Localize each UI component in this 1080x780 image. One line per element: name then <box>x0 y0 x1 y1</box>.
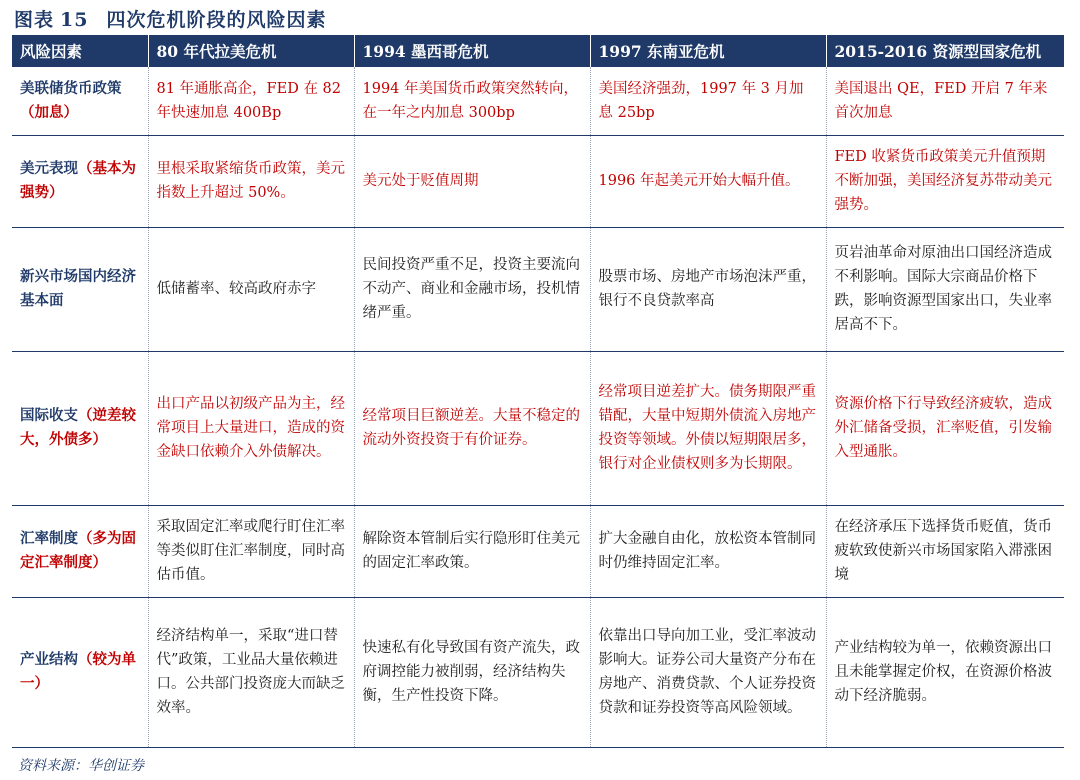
table-cell: 在经济承压下选择货币贬值，货币疲软致使新兴市场国家陷入滞涨困境 <box>826 505 1064 597</box>
row-factor <box>12 351 148 505</box>
row-factor <box>12 505 148 597</box>
factor-note: （逆差较大，外债多） <box>20 407 136 448</box>
table-cell: 里根采取紧缩货币政策，美元指数上升超过 50%。 <box>148 135 354 227</box>
table-cell: 依靠出口导向加工业，受汇率波动影响大。证券公司大量资产分布在房地产、消费贷款、个人证券投资贷款和证券投资等高风险领域。 <box>590 597 826 747</box>
table-cell: 资源价格下行导致经济疲软，造成外汇储备受损，汇率贬值，引发输入型通胀。 <box>826 351 1064 505</box>
figure-label: 图表 <box>14 9 55 31</box>
row-factor <box>12 597 148 747</box>
header-risk-factor: 风险因素 <box>12 35 148 67</box>
table-row <box>12 135 1064 227</box>
figure-title-text: 四次危机阶段的风险因素 <box>106 9 327 31</box>
table-cell: 民间投资严重不足，投资主要流向不动产、商业和金融市场，投机情绪严重。 <box>354 227 590 351</box>
table-cell: 页岩油革命对原油出口国经济造成不利影响。国际大宗商品价格下跌，影响资源型国家出口，失业率居高不下。 <box>826 227 1064 351</box>
table-cell: 快速私有化导致国有资产流失，政府调控能力被削弱，经济结构失衡，生产性投资下降。 <box>354 597 590 747</box>
header-southeast-asia-crisis: 1997 东南亚危机 <box>590 35 826 67</box>
factor-main: 美联储货币政策 <box>20 79 122 97</box>
header-latin-america-crisis: 80 年代拉美危机 <box>148 35 354 67</box>
table-header-row <box>12 35 1064 67</box>
factor-note: （较为单一） <box>20 651 136 692</box>
table-cell: 产业结构较为单一，依赖资源出口且未能掌握定价权，在资源价格波动下经济脆弱。 <box>826 597 1064 747</box>
table-cell: 美国退出 QE，FED 开启 7 年来首次加息 <box>826 67 1064 135</box>
factor-note: （多为固定汇率制度） <box>20 530 136 571</box>
table-cell: 美国经济强劲，1997 年 3 月加息 25bp <box>590 67 826 135</box>
header-resource-countries-crisis: 2015-2016 资源型国家危机 <box>826 35 1064 67</box>
table-row <box>12 597 1064 747</box>
table-row <box>12 227 1064 351</box>
table-cell: 经常项目逆差扩大。债务期限严重错配，大量中短期外债流入房地产投资等领域。外债以短期限居多，银行对企业债权则多为长期限。 <box>590 351 826 505</box>
table-cell: 美元处于贬值周期 <box>354 135 590 227</box>
row-factor <box>12 135 148 227</box>
table-cell: FED 收紧货币政策美元升值预期不断加强，美国经济复苏带动美元强势。 <box>826 135 1064 227</box>
factor-main: 新兴市场国内经济基本面 <box>20 268 136 309</box>
table-cell: 股票市场、房地产市场泡沫严重，银行不良贷款率高 <box>590 227 826 351</box>
table-row <box>12 505 1064 597</box>
figure-title <box>14 6 326 34</box>
source-note: 资料来源：华创证券 <box>18 758 144 774</box>
table-cell: 扩大金融自由化，放松资本管制同时仍维持固定汇率。 <box>590 505 826 597</box>
table-cell: 解除资本管制后实行隐形盯住美元的固定汇率政策。 <box>354 505 590 597</box>
row-factor <box>12 227 148 351</box>
table-cell: 81 年通胀高企，FED 在 82 年快速加息 400Bp <box>148 67 354 135</box>
table-cell: 1994 年美国货币政策突然转向，在一年之内加息 300bp <box>354 67 590 135</box>
table-cell: 低储蓄率、较高政府赤字 <box>148 227 354 351</box>
row-factor <box>12 67 148 135</box>
header-mexico-crisis: 1994 墨西哥危机 <box>354 35 590 67</box>
table-cell: 经济结构单一，采取“进口替代”政策，工业品大量依赖进口。公共部门投资庞大而缺乏效率。 <box>148 597 354 747</box>
table-cell: 出口产品以初级产品为主，经常项目上大量进口，造成的资金缺口依赖介入外债解决。 <box>148 351 354 505</box>
factor-main: 国际收支 <box>20 407 78 424</box>
factor-main: 美元表现 <box>20 160 78 177</box>
factor-note: （加息） <box>20 103 78 121</box>
table-row <box>12 67 1064 135</box>
factor-main: 产业结构 <box>20 651 78 668</box>
figure-number: 15 <box>60 9 89 31</box>
table-cell: 采取固定汇率或爬行盯住汇率等类似盯住汇率制度，同时高估币值。 <box>148 505 354 597</box>
factor-note: （基本为强势） <box>20 160 136 201</box>
table-cell: 1996 年起美元开始大幅升值。 <box>590 135 826 227</box>
factor-main: 汇率制度 <box>20 530 78 547</box>
risk-factor-table <box>12 35 1064 748</box>
table-cell: 经常项目巨额逆差。大量不稳定的流动外资投资于有价证券。 <box>354 351 590 505</box>
table-row <box>12 351 1064 505</box>
